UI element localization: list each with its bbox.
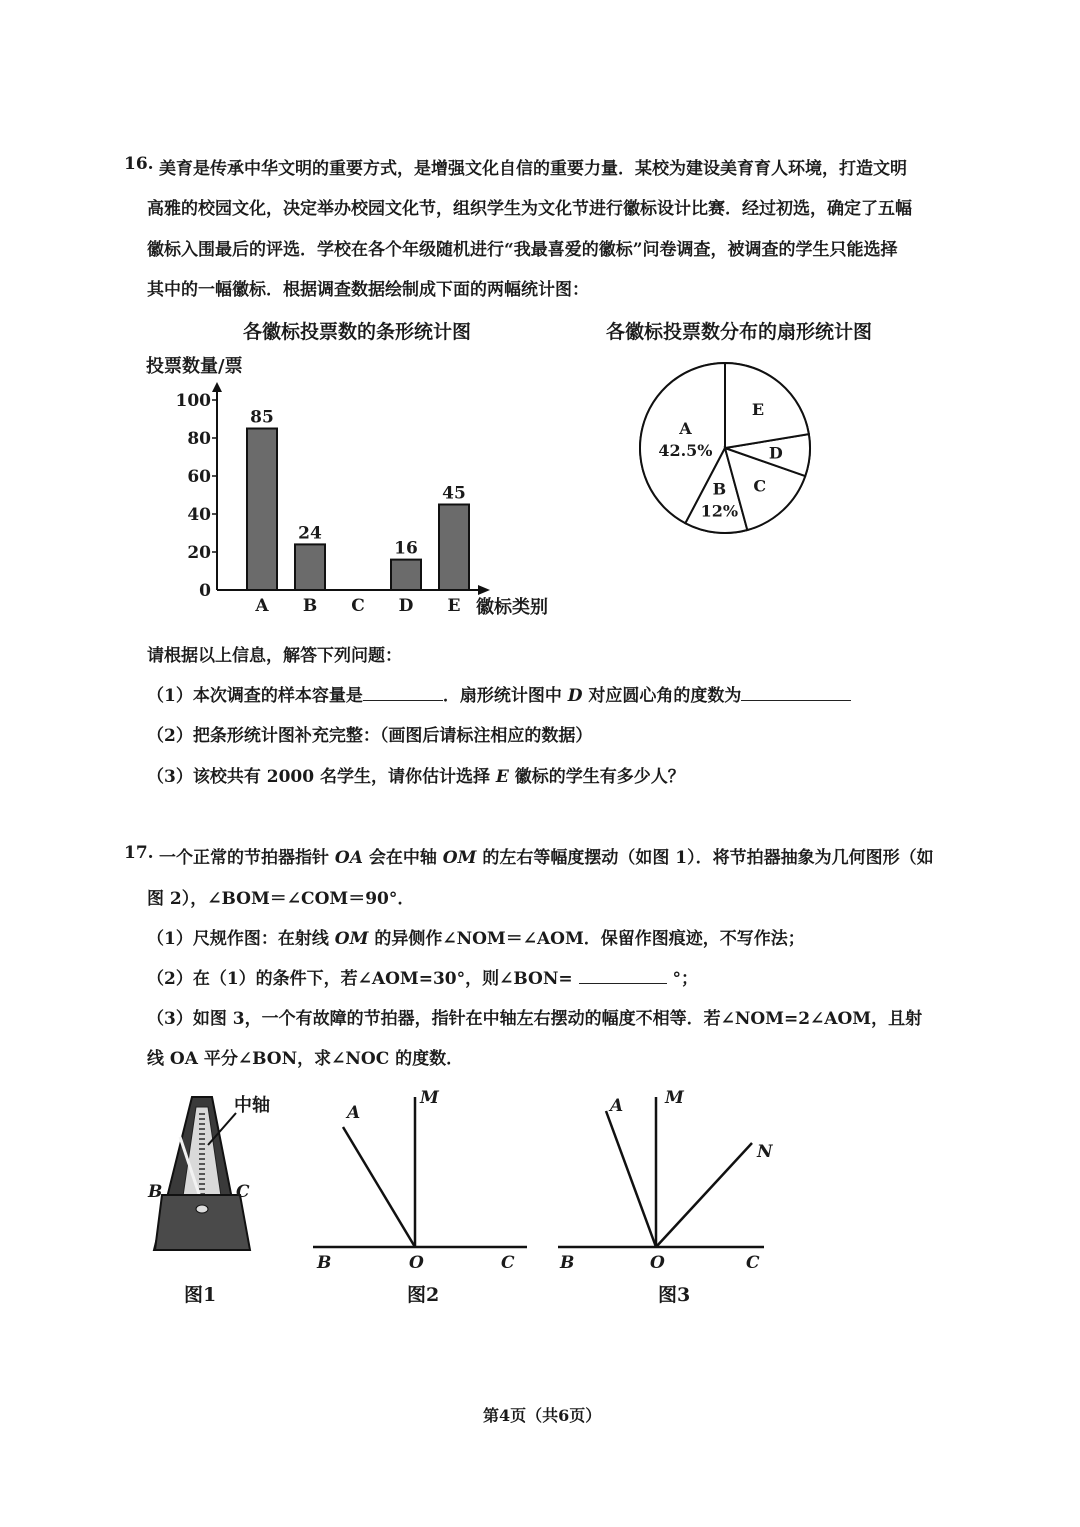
pie-label-E: E xyxy=(751,400,765,420)
q17-p1-text-b: 的异侧作∠NOM＝∠AOM．保留作图痕迹，不写作法； xyxy=(374,929,805,949)
q16-part-2: （2）把条形统计图补充完整：（画图后请标注相应的数据） xyxy=(147,726,593,746)
q16-p3-var-e: E xyxy=(495,767,509,787)
q16-p3-text-a: （3）该校共有 2000 名学生，请你估计选择 xyxy=(147,767,490,787)
pie-slice-E xyxy=(725,363,809,448)
pie-percent-A: 42.5% xyxy=(658,441,713,461)
q16-p1-text-c: 对应圆心角的度数为 xyxy=(588,686,742,706)
q16-line-4: 其中的一幅徽标．根据调查数据绘制成下面的两幅统计图： xyxy=(147,280,589,300)
q17-p1-text-a: （1）尺规作图：在射线 xyxy=(147,929,329,949)
q17-l1-text-b: 会在中轴 xyxy=(368,848,437,868)
q17-number: 17. xyxy=(124,843,154,863)
q17-line-1 xyxy=(159,843,934,868)
bar-B xyxy=(295,544,325,590)
q17-l1-text-a: 一个正常的节拍器指针 xyxy=(159,848,329,868)
pie-label-B: B xyxy=(712,479,727,499)
bar-value-label-B: 24 xyxy=(298,523,322,544)
fig2-label-a: A xyxy=(347,1103,361,1123)
q16-p1-text-b: ．扇形统计图中 xyxy=(442,686,562,706)
q17-l1-text-c: 的左右等幅度摆动（如图 1）．将节拍器抽象为几何图形（如 xyxy=(482,848,934,868)
q17-l1-var-om: OM xyxy=(442,848,477,868)
bar-y-tick-label: 60 xyxy=(187,467,211,487)
pie-chart xyxy=(630,356,820,546)
q17-part-1 xyxy=(147,924,805,949)
q17-part-2 xyxy=(147,964,698,989)
q17-p2-text-a: （2）在（1）的条件下，若∠AOM=30°，则∠BON= xyxy=(147,969,573,989)
fig3-label-c: C xyxy=(746,1253,760,1273)
q16-p3-text-b: 徽标的学生有多少人？ xyxy=(514,767,685,787)
bar-y-tick-label: 40 xyxy=(187,505,211,525)
figure-2 xyxy=(305,1085,535,1315)
bar-chart-title: 各徽标投票数的条形统计图 xyxy=(243,321,472,343)
answer-blank-angle-bon[interactable] xyxy=(579,969,667,984)
bar-y-axis-label: 投票数量/票 xyxy=(146,356,243,377)
bar-E xyxy=(439,505,469,591)
bar-value-label-E: 45 xyxy=(442,483,466,504)
bar-y-tick-label: 0 xyxy=(199,581,211,601)
fig1-label-c: C xyxy=(236,1182,250,1202)
q16-line-3: 徽标入围最后的评选．学校在各个年级随机进行“我最喜爱的徽标”问卷调查，被调查的学生只能选择 xyxy=(147,240,898,260)
figure-1-metronome xyxy=(140,1085,290,1315)
fig3-label-m: M xyxy=(665,1088,684,1108)
fig3-label-b: B xyxy=(560,1253,575,1273)
q16-part-1 xyxy=(147,681,851,706)
q17-l1-var-oa: OA xyxy=(334,848,363,868)
q17-line-2: 图 2），∠BOM＝∠COM＝90°． xyxy=(147,889,415,909)
q17-part-3-line-2: 线 OA 平分∠BON，求∠NOC 的度数． xyxy=(147,1049,464,1069)
fig1-caption: 图1 xyxy=(184,1284,217,1306)
fig3-ray-oa xyxy=(606,1111,656,1247)
fig3-label-o: O xyxy=(650,1253,665,1273)
bar-x-axis-arrow xyxy=(478,585,490,595)
fig2-ray-oa xyxy=(343,1127,415,1247)
bar-A xyxy=(247,429,277,591)
q16-prompt: 请根据以上信息，解答下列问题： xyxy=(147,646,402,666)
bar-value-label-A: 85 xyxy=(250,407,274,428)
fig2-label-m: M xyxy=(420,1088,439,1108)
q16-line-2: 高雅的校园文化，决定举办校园文化节，组织学生为文化节进行徽标设计比赛．经过初选，确定了五幅 xyxy=(147,199,912,219)
bar-category-label-D: D xyxy=(398,596,414,616)
bar-chart xyxy=(140,348,580,628)
fig1-label-b: B xyxy=(148,1182,163,1202)
bar-category-label-C: C xyxy=(351,596,365,616)
metronome-knob xyxy=(196,1205,208,1213)
fig2-caption: 图2 xyxy=(407,1284,440,1306)
bar-category-label-B: B xyxy=(302,596,318,616)
answer-blank-angle-d[interactable] xyxy=(741,686,851,701)
fig2-label-o: O xyxy=(409,1253,424,1273)
bar-category-label-E: E xyxy=(447,596,461,616)
pie-label-D: D xyxy=(768,443,783,463)
pie-percent-B: 12% xyxy=(700,501,739,521)
bar-y-tick-label: 100 xyxy=(175,391,211,411)
bar-value-label-D: 16 xyxy=(394,538,418,559)
pie-label-C: C xyxy=(753,476,767,496)
bar-y-tick-label: 20 xyxy=(187,543,211,563)
fig3-label-a: A xyxy=(610,1096,624,1116)
fig3-caption: 图3 xyxy=(658,1284,691,1306)
metronome-base xyxy=(155,1195,250,1250)
fig3-ray-on xyxy=(656,1143,752,1247)
page-footer: 第4页（共6页） xyxy=(483,1406,602,1425)
q16-p1-text-a: （1）本次调查的样本容量是 xyxy=(147,686,363,706)
fig2-label-b: B xyxy=(317,1253,332,1273)
bar-category-label-A: A xyxy=(255,596,269,616)
pie-label-A: A xyxy=(679,419,692,439)
q16-p1-var-d: D xyxy=(567,686,583,706)
q16-number: 16. xyxy=(124,154,154,174)
q17-p1-var-om: OM xyxy=(334,929,369,949)
answer-blank-sample-size[interactable] xyxy=(363,686,443,701)
bar-y-tick-label: 80 xyxy=(187,429,211,449)
fig2-label-c: C xyxy=(501,1253,515,1273)
bar-y-axis-arrow xyxy=(212,382,222,392)
q17-part-3: （3）如图 3，一个有故障的节拍器，指针在中轴左右摆动的幅度不相等．若∠NOM=2∠AOM，且射 xyxy=(147,1009,923,1029)
figure-3 xyxy=(550,1085,790,1315)
bar-x-axis-label: 徽标类别 xyxy=(476,597,548,618)
fig1-axis-label: 中轴 xyxy=(234,1095,270,1116)
q17-p2-text-b: °； xyxy=(672,969,698,989)
pie-chart-title: 各徽标投票数分布的扇形统计图 xyxy=(606,321,873,343)
fig3-label-n: N xyxy=(757,1142,773,1162)
q16-line-1: 美育是传承中华文明的重要方式，是增强文化自信的重要力量．某校为建设美育育人环境，打造文明 xyxy=(159,159,907,179)
bar-D xyxy=(391,560,421,590)
q16-part-3 xyxy=(147,762,685,787)
